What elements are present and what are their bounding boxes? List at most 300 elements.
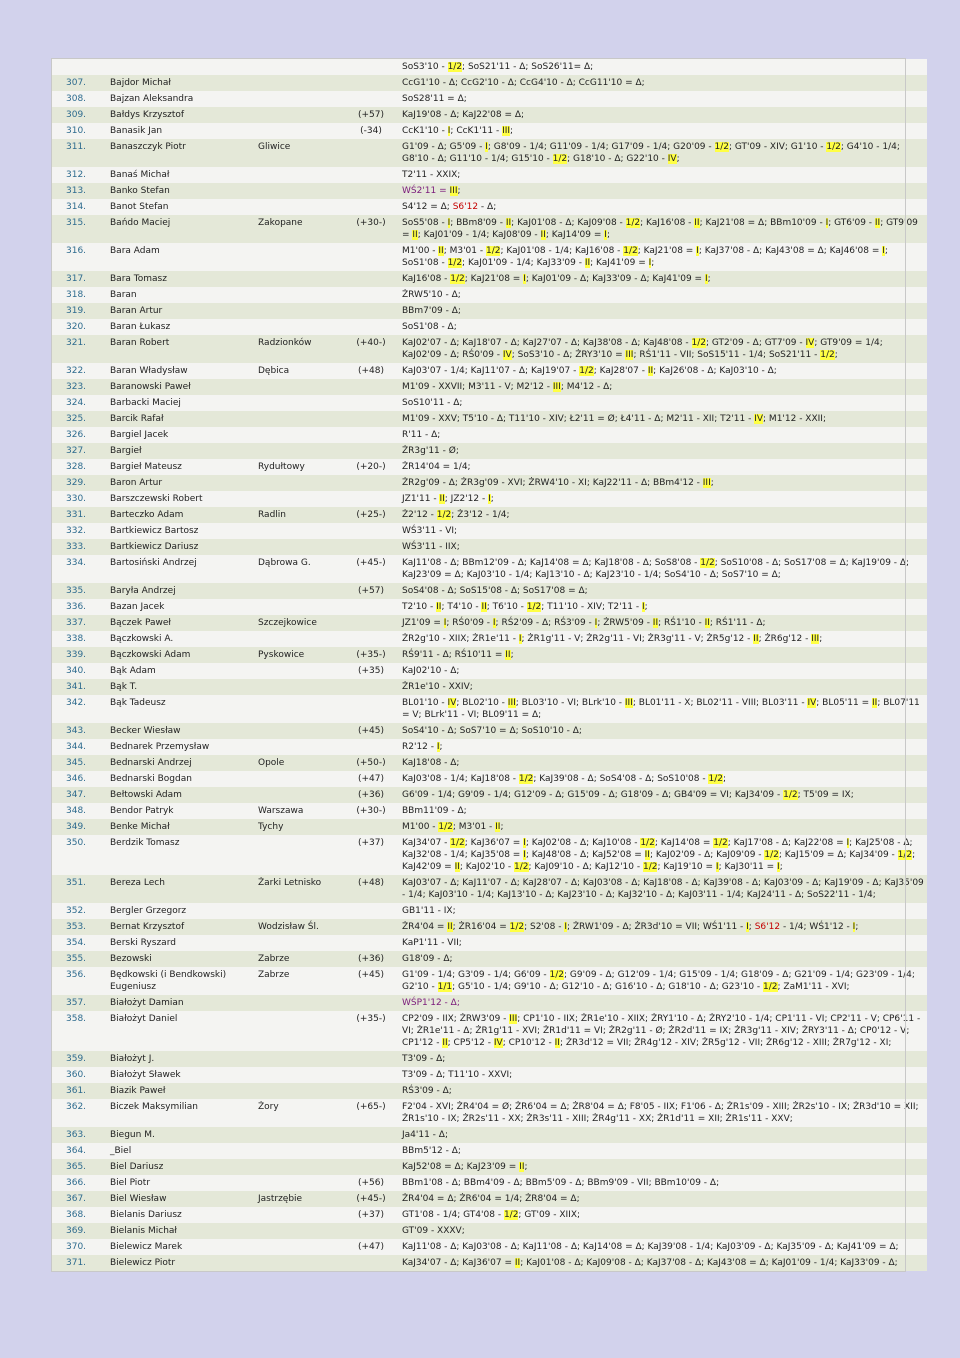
result-text: T2'10 - [402, 602, 437, 612]
result-text: GT'09 - XXXV; [402, 1226, 465, 1236]
tournament-results [399, 663, 927, 679]
result-text: ; GT6'09 - [828, 218, 875, 228]
player-points [343, 199, 399, 215]
player-city [255, 183, 343, 199]
player-name: Biazik Paweł [107, 1083, 255, 1099]
row-number: 308. [52, 91, 107, 107]
result-text: KaJ02'10 - Δ; [402, 666, 460, 676]
row-number: 342. [52, 695, 107, 723]
highlighted-place: II [554, 1038, 560, 1048]
table-row [52, 139, 927, 167]
player-city: Zabrze [255, 951, 343, 967]
results-table-body [52, 59, 927, 1271]
table-row [52, 1067, 927, 1083]
highlighted-place: 1/2 [623, 246, 638, 256]
highlighted-place: I [492, 618, 496, 628]
highlighted-place: IV [502, 350, 512, 360]
player-name: Biel Dariusz [107, 1159, 255, 1175]
highlighted-place: 1/2 [485, 246, 501, 256]
player-name: Bednarski Bogdan [107, 771, 255, 787]
table-row [52, 395, 927, 411]
player-points: (+57) [343, 107, 399, 123]
tournament-results [399, 787, 927, 803]
row-number: 320. [52, 319, 107, 335]
player-points: (+30-) [343, 215, 399, 243]
tournament-results [399, 491, 927, 507]
player-city [255, 771, 343, 787]
player-points [343, 1255, 399, 1271]
table-row [52, 443, 927, 459]
highlighted-place: II [694, 218, 700, 228]
result-text: ; KaJ02'10 - [459, 862, 515, 872]
player-points: (+45-) [343, 1191, 399, 1207]
table-row [52, 475, 927, 491]
result-text: - 1/4; WŚ1'12 - [780, 922, 853, 932]
row-number: 362. [52, 1099, 107, 1127]
table-row [52, 1051, 927, 1067]
player-points [343, 615, 399, 631]
player-name: Bąk Tadeusz [107, 695, 255, 723]
table-row [52, 335, 927, 363]
player-city: Opole [255, 755, 343, 771]
result-text: ; KaJ28'07 - [593, 366, 648, 376]
highlighted-place: I [518, 634, 522, 644]
tournament-results [399, 1191, 927, 1207]
player-name: Bartkiewicz Dariusz [107, 539, 255, 555]
row-number: 353. [52, 919, 107, 935]
result-text: - Δ; [478, 202, 497, 212]
row-number: 312. [52, 167, 107, 183]
result-text: ; ŻRW1'09 - Δ; ŻR3d'10 = VII; WŚ1'11 - [566, 922, 747, 932]
row-number: 339. [52, 647, 107, 663]
player-city [255, 167, 343, 183]
player-points [343, 679, 399, 695]
result-text: ; KaJ15'09 = Δ; KaJ34'09 - [778, 850, 898, 860]
player-name: Bielanis Michał [107, 1223, 255, 1239]
row-number: 340. [52, 663, 107, 679]
player-points: (+57) [343, 583, 399, 599]
row-number: 322. [52, 363, 107, 379]
row-number: 317. [52, 271, 107, 287]
player-points: (+48) [343, 875, 399, 903]
player-points [343, 1143, 399, 1159]
tournament-results [399, 1051, 927, 1067]
player-points [343, 1083, 399, 1099]
tournament-results [399, 1011, 927, 1051]
table-row [52, 819, 927, 835]
highlighted-place: II [495, 822, 501, 832]
player-name: Baran [107, 287, 255, 303]
result-text: ; KaJ14'09 = [545, 230, 605, 240]
result-text: ; ŻR1g'11 - V; ŻR2g'11 - VI; ŻR3g'11 - V; ŻR5g'12 - [521, 634, 754, 644]
player-city [255, 1127, 343, 1143]
result-text: WŚP1'12 - Δ; [402, 998, 460, 1008]
table-row [52, 459, 927, 475]
result-text: BL01'10 - [402, 698, 448, 708]
tournament-results [399, 107, 927, 123]
row-number: 309. [52, 107, 107, 123]
player-points: (+35-) [343, 1011, 399, 1051]
result-text: M1'00 - [402, 246, 439, 256]
player-name: Białożyt J. [107, 1051, 255, 1067]
table-row [52, 647, 927, 663]
result-text: ; KaJ19'10 = [657, 862, 716, 872]
player-points: (-34) [343, 123, 399, 139]
highlighted-place: 1/2 [552, 154, 568, 164]
table-row [52, 599, 927, 615]
player-city [255, 243, 343, 271]
table-row [52, 199, 927, 215]
result-text: ; BL05'11 = [816, 698, 872, 708]
highlighted-place: 1/2 [642, 862, 658, 872]
player-city [255, 319, 343, 335]
player-points: (+35) [343, 663, 399, 679]
player-points: (+37) [343, 835, 399, 875]
player-city [255, 723, 343, 739]
result-text: ; KaJ30'11 = [718, 862, 778, 872]
player-name: Bernat Krzysztof [107, 919, 255, 935]
player-points: (+37) [343, 1207, 399, 1223]
result-text: KaJ03'07 - Δ; KaJ11'07 - Δ; KaJ28'07 - Δ; KaJ03'08 - Δ; KaJ18'08 - Δ; KaJ39'08 - Δ; KaJ03'09 - Δ; KaJ19'09 - Δ; KaJ35'09 - 1/4; KaJ03'10 - 1/4; KaJ13'10 - Δ; KaJ23'10 - Δ; KaJ32'10 - Δ; KaJ03'11 - 1/4; KaJ24'11 - Δ; SoS22'11 - 1/4; [402, 878, 924, 900]
row-number: 343. [52, 723, 107, 739]
highlighted-place: II [540, 230, 546, 240]
player-city [255, 287, 343, 303]
player-points [343, 995, 399, 1011]
player-name: Banasik Jan [107, 123, 255, 139]
player-name: Biel Piotr [107, 1175, 255, 1191]
player-points [343, 903, 399, 919]
result-text: ; SoS3'10 - Δ; ŻRY3'10 = [511, 350, 626, 360]
player-city [255, 787, 343, 803]
table-row [52, 771, 927, 787]
result-text: ; T6'10 - [486, 602, 527, 612]
tournament-results [399, 475, 927, 491]
player-name: Banaś Michał [107, 167, 255, 183]
player-points [343, 599, 399, 615]
player-points: (+36) [343, 787, 399, 803]
player-city [255, 1255, 343, 1271]
result-text: ; KaJ36'07 = [464, 838, 524, 848]
result-text: ; BL02'10 - [456, 698, 508, 708]
player-name: Bałdys Krzysztof [107, 107, 255, 123]
result-text: SoS28'11 = Δ; [402, 94, 467, 104]
player-points: (+25-) [343, 507, 399, 523]
player-city [255, 1067, 343, 1083]
row-number: 352. [52, 903, 107, 919]
row-number: 351. [52, 875, 107, 903]
player-city [255, 1175, 343, 1191]
table-row [52, 167, 927, 183]
row-number: 364. [52, 1143, 107, 1159]
player-points [343, 919, 399, 935]
highlighted-place: 1/1 [437, 982, 453, 992]
player-name: Banko Stefan [107, 183, 255, 199]
result-text: ; KaJ02'09 - Δ; KaJ09'09 - [649, 850, 765, 860]
result-text: ; ZaM1'11 - XVI; [777, 982, 850, 992]
result-text: ŻR2g'10 - XIIX; ŻR1e'11 - [402, 634, 519, 644]
result-text: ŻRW5'10 - Δ; [402, 290, 461, 300]
highlighted-place: II [644, 850, 650, 860]
table-row [52, 59, 927, 75]
result-text: ; [490, 494, 494, 504]
result-text: ; [710, 478, 714, 488]
result-text: ; KaJ01'09 - 1/4; KaJ33'09 - [462, 258, 585, 268]
player-name: Bajzan Aleksandra [107, 91, 255, 107]
result-text: KaJ16'08 - [402, 274, 451, 284]
player-points [343, 1067, 399, 1083]
table-row [52, 787, 927, 803]
player-points [343, 243, 399, 271]
player-name: Bielanis Dariusz [107, 1207, 255, 1223]
row-number: 328. [52, 459, 107, 475]
tournament-results [399, 1143, 927, 1159]
highlighted-place: I [523, 274, 526, 284]
tournament-results [399, 243, 927, 271]
table-row [52, 303, 927, 319]
highlighted-place: I [882, 246, 885, 256]
highlighted-place: 1/2 [436, 510, 452, 520]
table-row [52, 875, 927, 903]
result-text: ; KaJ09'10 - Δ; KaJ12'10 - [528, 862, 643, 872]
table-row [52, 379, 927, 395]
result-text: ; M3'01 - [452, 822, 496, 832]
row-number: 360. [52, 1067, 107, 1083]
player-name: Bednarski Andrzej [107, 755, 255, 771]
player-points [343, 183, 399, 199]
player-points [343, 1051, 399, 1067]
tournament-results [399, 695, 927, 723]
table-row [52, 903, 927, 919]
highlighted-place: IV [667, 154, 677, 164]
tournament-results [399, 395, 927, 411]
result-text: ; GT9'09 = 1/4; KaJ02'09 - Δ; RŚ0'09 - [402, 338, 883, 360]
row-number: 356. [52, 967, 107, 995]
table-row [52, 835, 927, 875]
result-text: ; [819, 634, 823, 644]
table-row [52, 1083, 927, 1099]
result-text: ; KaJ39'08 - Δ; SoS4'08 - Δ; SoS10'08 - [533, 774, 709, 784]
highlighted-place: I [846, 838, 850, 848]
row-number: 348. [52, 803, 107, 819]
player-city [255, 411, 343, 427]
highlighted-place: IV [807, 698, 817, 708]
player-points: (+47) [343, 1239, 399, 1255]
highlighted-place: I [825, 218, 829, 228]
player-points [343, 443, 399, 459]
result-text: ; KaJ48'08 - Δ; KaJ52'08 = [525, 850, 645, 860]
result-text: KaJ11'08 - Δ; KaJ03'08 - Δ; KaJ11'08 - Δ; KaJ14'08 = Δ; KaJ39'08 - 1/4; KaJ03'09 - Δ; KaJ35'09 - Δ; KaJ41'09 = Δ; [402, 1242, 899, 1252]
player-city [255, 1051, 343, 1067]
row-number: 345. [52, 755, 107, 771]
highlighted-place: I [564, 922, 567, 932]
highlighted-place: 1/2 [708, 774, 723, 784]
row-number: 350. [52, 835, 107, 875]
result-text: ; RŚ1'11 - Δ; [709, 618, 766, 628]
player-points [343, 287, 399, 303]
player-name: Baran Robert [107, 335, 255, 363]
highlighted-place: I [777, 862, 780, 872]
result-text: Ja4'11 - Δ; [402, 1130, 448, 1140]
result-text: WŚ3'11 - VI; [402, 526, 458, 536]
tournament-results [399, 555, 927, 583]
tournament-results [399, 1067, 927, 1083]
player-points [343, 271, 399, 287]
result-text: ; [606, 230, 610, 240]
tournament-results [399, 771, 927, 787]
player-points [343, 303, 399, 319]
results-sheet [52, 59, 924, 1271]
player-points: (+45) [343, 967, 399, 995]
result-text: CP2'09 - IIX; ŻRW3'09 - [402, 1014, 510, 1024]
highlighted-place: II [514, 1258, 521, 1268]
result-text: WŚ3'11 - IIX; [402, 542, 460, 552]
highlighted-place: II [652, 618, 659, 628]
row-number: 367. [52, 1191, 107, 1207]
result-text: SoS4'08 - Δ; SoS15'08 - Δ; SoS17'08 = Δ; [402, 586, 588, 596]
result-text: ; CP5'12 - [447, 1038, 494, 1048]
player-name: Bara Adam [107, 243, 255, 271]
player-points: (+36) [343, 951, 399, 967]
table-row [52, 411, 927, 427]
result-text: R2'12 - [402, 742, 437, 752]
highlighted-place: I [715, 862, 719, 872]
player-name: Bańdo Maciej [107, 215, 255, 243]
result-text: ; KaJ26'08 - Δ; KaJ03'10 - Δ; [653, 366, 777, 376]
table-row [52, 967, 927, 995]
result-text: ; KaJ01'09 - Δ; KaJ33'09 - Δ; KaJ41'09 = [525, 274, 705, 284]
result-text: ; Ż3'12 - 1/4; [451, 510, 510, 520]
row-number: 315. [52, 215, 107, 243]
result-text: ŻR2g'09 - Δ; ŻR3g'09 - XVI; ŻRW4'10 - XI; KaJ22'11 - Δ; BBm4'12 - [402, 478, 703, 488]
result-text: ; [644, 602, 648, 612]
player-city [255, 107, 343, 123]
player-city [255, 395, 343, 411]
player-name: Barteczko Adam [107, 507, 255, 523]
player-name: Bergler Grzegorz [107, 903, 255, 919]
player-points: (+30-) [343, 803, 399, 819]
result-text: ; [500, 822, 504, 832]
player-name: Bąk Adam [107, 663, 255, 679]
player-city [255, 599, 343, 615]
result-text: ; KaJ02'08 - Δ; KaJ10'08 - [525, 838, 641, 848]
player-name: Bączkowski A. [107, 631, 255, 647]
player-points: (+45) [343, 723, 399, 739]
highlighted-place: 1/2 [438, 822, 453, 832]
tournament-results [399, 459, 927, 475]
highlighted-place: II [874, 218, 881, 228]
row-number: 324. [52, 395, 107, 411]
result-text: ; [439, 742, 443, 752]
table-row [52, 555, 927, 583]
result-text: KaJ02'07 - Δ; KaJ18'07 - Δ; KaJ27'07 - Δ; KaJ38'08 - Δ; KaJ48'08 - [402, 338, 692, 348]
highlighted-place: II [505, 650, 511, 660]
tournament-results [399, 739, 927, 755]
table-row [52, 919, 927, 935]
table-row [52, 615, 927, 631]
highlighted-place: II [438, 246, 444, 256]
highlighted-place: III [509, 1014, 518, 1024]
row-number: 323. [52, 379, 107, 395]
player-city [255, 75, 343, 91]
result-text: ŻR14'04 = 1/4; [402, 462, 471, 472]
result-text: SoS5'08 - [402, 218, 448, 228]
tournament-results [399, 539, 927, 555]
result-text: ; KaJ42'09 = [402, 850, 916, 872]
tournament-results [399, 1255, 927, 1271]
highlighted-place: III [811, 634, 820, 644]
row-number: 325. [52, 411, 107, 427]
player-name: Bargieł Mateusz [107, 459, 255, 475]
result-text: ; RŚ2'09 - Δ; RŚ3'09 - [495, 618, 595, 628]
result-text: ; SoS21'11 - Δ; SoS26'11= Δ; [462, 62, 594, 72]
player-name: Bielewicz Marek [107, 1239, 255, 1255]
player-name: Baryła Andrzej [107, 583, 255, 599]
result-text: ; T4'10 - [441, 602, 482, 612]
table-row [52, 631, 927, 647]
highlighted-place: IV [754, 414, 764, 424]
tournament-results [399, 967, 927, 995]
result-text: ; KaJ41'09 = [590, 258, 649, 268]
player-city [255, 539, 343, 555]
player-city [255, 631, 343, 647]
result-text: ; ŻRW5'09 - [597, 618, 653, 628]
highlighted-place: II [753, 634, 759, 644]
result-text: M1'00 - [402, 822, 439, 832]
highlighted-place: 1/2 [764, 850, 779, 860]
result-text: ; BBm8'09 - [450, 218, 506, 228]
row-number: 335. [52, 583, 107, 599]
player-city: Pyskowice [255, 647, 343, 663]
result-text: ; KaJ21'08 = [637, 246, 697, 256]
result-text: ; [779, 862, 783, 872]
player-points [343, 539, 399, 555]
result-text: ; M4'12 - Δ; [560, 382, 613, 392]
tournament-results [399, 183, 927, 199]
tournament-results [399, 1159, 927, 1175]
result-text: KaP1'11 - VII; [402, 938, 462, 948]
player-name: Benke Michał [107, 819, 255, 835]
highlighted-place: I [485, 142, 488, 152]
player-points: (+56) [343, 1175, 399, 1191]
highlighted-place: 1/2 [549, 970, 565, 980]
result-text: ŻR4'04 = Δ; ŻR6'04 = 1/4; ŻR8'04 = Δ; [402, 1194, 580, 1204]
player-name: Banaszczyk Piotr [107, 139, 255, 167]
result-text: KaJ03'08 - 1/4; KaJ18'08 - [402, 774, 519, 784]
table-row [52, 583, 927, 599]
highlighted-place: 1/2 [447, 62, 463, 72]
player-points [343, 819, 399, 835]
highlighted-place: I [443, 618, 447, 628]
player-name: Baran Władysław [107, 363, 255, 379]
row-number: 341. [52, 679, 107, 695]
row-number: 337. [52, 615, 107, 631]
result-text: ; GT2'09 - Δ; GT7'09 - [706, 338, 806, 348]
result-text: JZ1'11 - [402, 494, 440, 504]
result-text: ; GT9'09 = [402, 218, 918, 240]
player-city: Dębica [255, 363, 343, 379]
row-number: 336. [52, 599, 107, 615]
highlighted-place: 1/2 [700, 558, 715, 568]
table-row [52, 123, 927, 139]
highlighted-place: 1/2 [579, 366, 594, 376]
result-text: F2'04 - XVI; ŻR4'04 = Ø; ŻR6'04 = Δ; ŻR8'04 = Δ; F8'05 - IIX; F1'06 - Δ; ŻR1s'09 - XIII; ŻR2s'10 - IX; ŻR3d'10 = XII; ŻR1s'10 - IX; ŻR2s'11 - XX; ŻR3s'11 - XIII; ŻR4g'11 - XX; ŻR1d'11 = XII; ŻR1s'11 - XXV; [402, 1102, 919, 1124]
result-text: RŚ9'11 - Δ; RŚ10'11 = [402, 650, 506, 660]
table-row [52, 695, 927, 723]
result-text: SoS3'10 - [402, 62, 448, 72]
result-text: ; [510, 126, 514, 136]
table-row [52, 739, 927, 755]
row-number: 346. [52, 771, 107, 787]
